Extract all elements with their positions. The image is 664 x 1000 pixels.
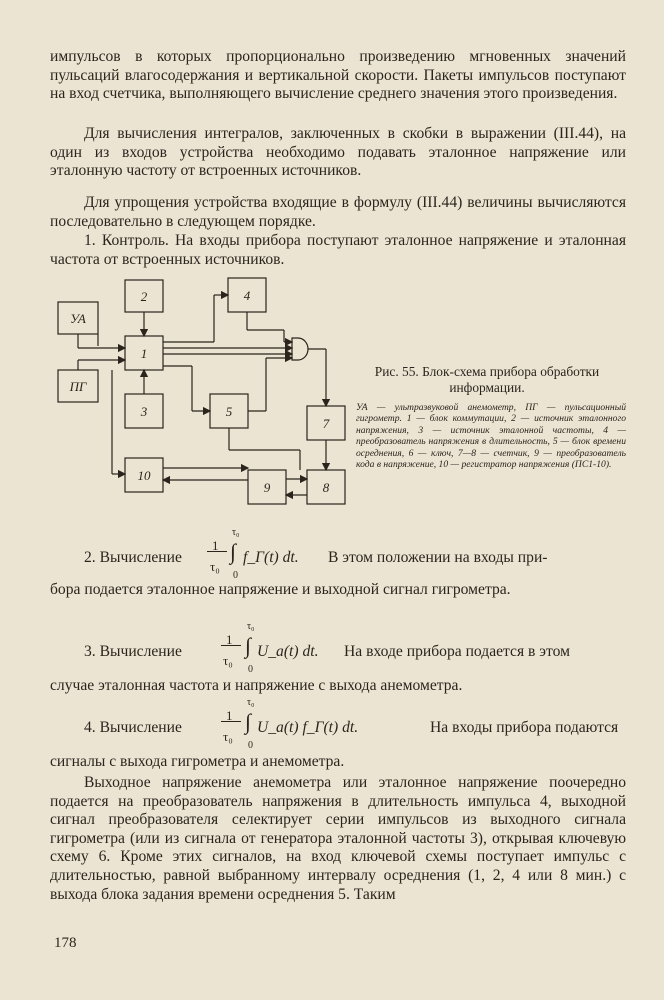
block-diagram — [52, 274, 352, 512]
label-2: 2 — [140, 289, 148, 304]
block-diagram-svg — [52, 274, 352, 512]
step-3-frac-num: 1 — [226, 632, 233, 647]
paragraph-2: Для вычисления интегралов, заключенных в скобки в выражении (III.44), на один из входов устройства необходимо подавать эталонное напряжение или эталонную частоту от встроенных источников. — [50, 125, 626, 180]
step-4-lower: 0 — [248, 740, 253, 751]
figure-caption-title: Рис. 55. Блок-схема прибора обработки информации. — [374, 364, 600, 395]
step-4-frac-num: 1 — [226, 708, 233, 723]
step-3-continuation: случае эталонная частота и напряжение с выхода анемометра. — [50, 677, 463, 694]
step-4-frac-den: τ₀ — [223, 729, 233, 744]
label-ua: УА — [70, 311, 86, 326]
paragraph-1: импульсов в которых пропорционально произведению мгновенных значений пульсаций влагосодержания и вертикальной скорости. Пакеты импульсов поступают на вход счетчика, выполняющего вычисление среднего значения этого произведения. — [50, 48, 626, 103]
label-9: 9 — [263, 480, 271, 495]
step-3-tail: На входе прибора подается в этом — [344, 643, 570, 660]
step-2-tail: В этом положении на входы при- — [328, 549, 548, 566]
closing-paragraph: Выходное напряжение анемометра или эталонное напряжение поочередно подается на преобразователь напряжения в длительность импульса 4, выходной сигнал преобразователя селектирует серии импульсов из выходного сигнала гигрометра (или из сигнала от генератора эталонной частоты 3), открывая ключевую схему 6. Кроме этих сигналов, на вход ключевой схемы поступает импульс с длительностью, равной выбранному интервалу осреднения (1, 2, 4 или 8 мин.) с выхода блока задания времени осреднения 5. Таким — [50, 774, 626, 903]
step-2-lower: 0 — [233, 570, 238, 581]
step-2-frac-den: τ₀ — [210, 559, 220, 574]
step-4-integral: ∫ — [245, 709, 252, 734]
page-number: 178 — [54, 935, 77, 951]
label-8: 8 — [322, 480, 330, 495]
step-3-frac-den: τ₀ — [223, 653, 233, 668]
label-5: 5 — [225, 404, 233, 419]
step-4-upper: τ₀ — [247, 697, 255, 708]
label-4: 4 — [243, 288, 251, 303]
step-4-tail: На входы прибора подаются — [430, 719, 619, 736]
step-4-continuation: сигналы с выхода гигрометра и анемометра. — [50, 753, 345, 770]
label-pg: ПГ — [69, 379, 87, 394]
label-10: 10 — [137, 468, 151, 483]
label-3: 3 — [140, 404, 148, 419]
step-3-integral: ∫ — [245, 633, 252, 658]
step-2-integral: ∫ — [230, 539, 237, 564]
figure-caption-body: УА — ультразвуковой анемометр, ПГ — пульсационный гигрометр. 1 — блок коммутации, 2 — источник эталонного напряжения, 3 — источник эталонной частоты, 4 — преобразователь напряжения в длительность, 5 — блок времени осреднения, 6 — ключ, 7—8 — счетчик, 9 — преобразователь кода в напряжение, 10 — регистратор напряжения (ПС1-10). — [356, 402, 626, 471]
step-3-upper: τ₀ — [247, 621, 255, 632]
step-3-label: 3. Вычисление — [84, 643, 182, 660]
step-3-lower: 0 — [248, 664, 253, 675]
step-3-integrand: U_a(t) dt. — [257, 643, 319, 660]
label-1: 1 — [140, 346, 148, 361]
paragraph-4: 1. Контроль. На входы прибора поступают эталонное напряжение и эталонная частота от встроенных источников. — [50, 232, 626, 268]
step-2-continuation: бора подается эталонное напряжение и выходной сигнал гигрометра. — [50, 581, 511, 598]
step-2-frac-num: 1 — [212, 538, 219, 553]
step-4-integrand: U_a(t) f_Г(t) dt. — [257, 719, 359, 736]
label-7: 7 — [322, 416, 330, 431]
paragraph-3: Для упрощения устройства входящие в формулу (III.44) величины вычисляются последовательно в следующем порядке. — [50, 194, 626, 230]
gate-6 — [292, 338, 308, 360]
step-4-label: 4. Вычисление — [84, 719, 182, 736]
step-2-integrand: f_Г(t) dt. — [243, 549, 299, 566]
step-2-upper: τ₀ — [232, 527, 240, 538]
step-2-label: 2. Вычисление — [84, 549, 182, 566]
